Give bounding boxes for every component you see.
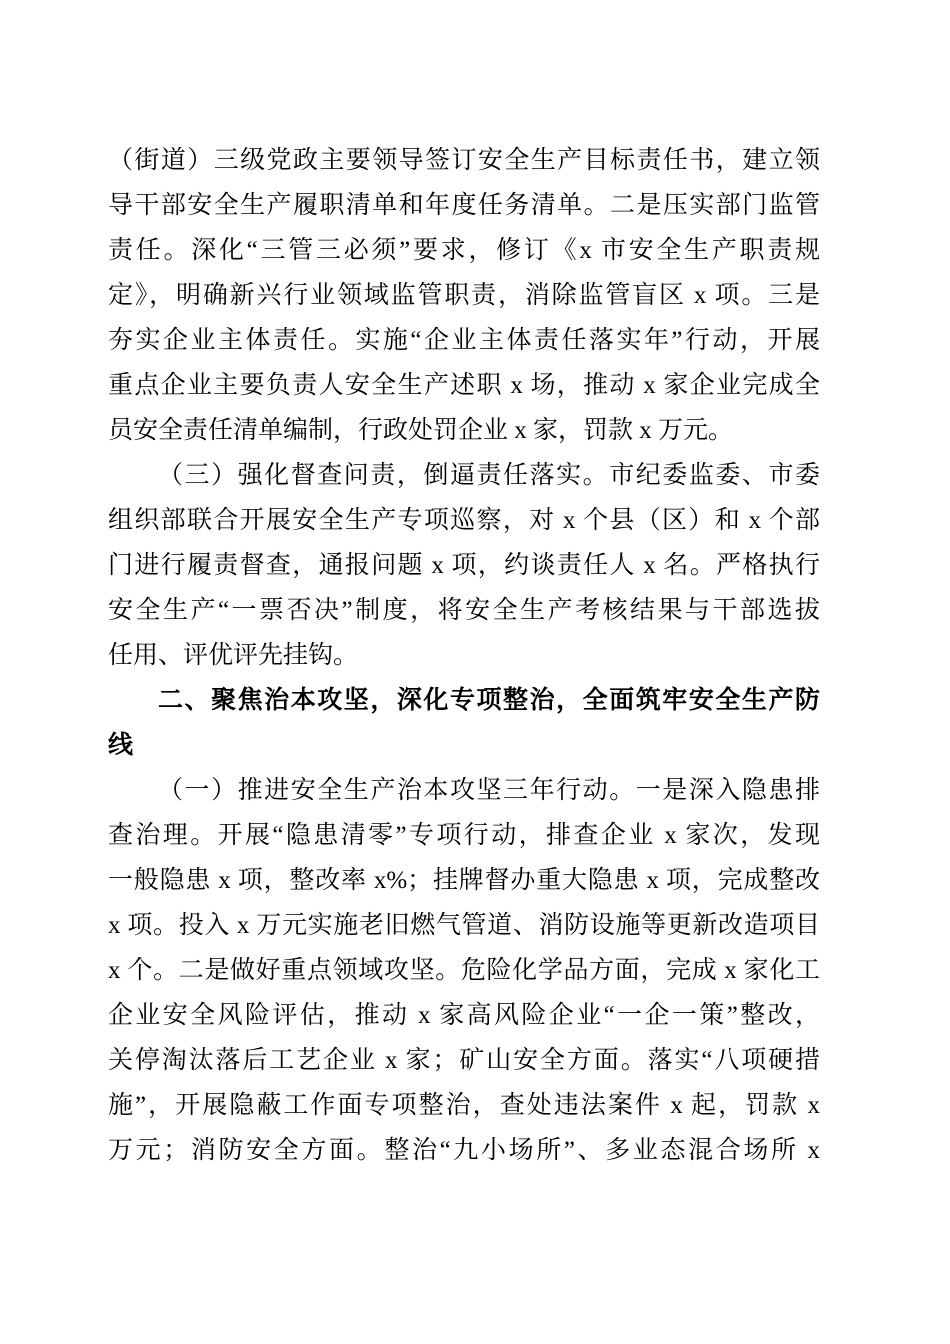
paragraph-continuation-responsibility bbox=[108, 138, 820, 453]
heading-part-two bbox=[108, 678, 820, 768]
text-line: 万元；消防安全方面。整治“九小场所”、多业态混合场所 x bbox=[108, 1137, 820, 1164]
text-line: 安全生产“一票否决”制度，将安全生产考核结果与干部选拔 bbox=[108, 597, 820, 624]
text-line: 责任。深化“三管三必须”要求，修订《x 市安全生产职责规 bbox=[108, 237, 820, 264]
text-line: 门进行履责督查，通报问题 x 项，约谈责任人 x 名。严格执行 bbox=[108, 552, 820, 579]
text-line: （街道）三级党政主要领导签订安全生产目标责任书，建立领 bbox=[108, 147, 820, 174]
text-line: 重点企业主要负责人安全生产述职 x 场，推动 x 家企业完成全 bbox=[108, 372, 820, 399]
document-body bbox=[108, 138, 820, 1173]
text-line: 导干部安全生产履职清单和年度任务清单。二是压实部门监管 bbox=[108, 192, 820, 219]
text-line: 关停淘汰落后工艺企业 x 家；矿山安全方面。落实“八项硬措 bbox=[108, 1047, 820, 1074]
text-line: 一般隐患 x 项，整改率 x%；挂牌督办重大隐患 x 项，完成整改 bbox=[108, 867, 820, 894]
text-line: 施”，开展隐蔽工作面专项整治，查处违法案件 x 起，罚款 x bbox=[108, 1092, 820, 1119]
text-line: 查治理。开展“隐患清零”专项行动，排查企业 x 家次，发现 bbox=[108, 822, 820, 849]
text-line: 员安全责任清单编制，行政处罚企业 x 家，罚款 x 万元。 bbox=[108, 417, 734, 444]
paragraph-section-three-supervision bbox=[108, 453, 820, 678]
text-line: 线 bbox=[108, 731, 134, 759]
text-line: 定》，明确新兴行业领域监管职责，消除监管盲区 x 项。三是 bbox=[108, 282, 820, 309]
text-line: 企业安全风险评估，推动 x 家高风险企业“一企一策”整改， bbox=[108, 1002, 820, 1029]
text-line: 任用、评优评先挂钩。 bbox=[108, 642, 359, 669]
text-line: （一）推进安全生产治本攻坚三年行动。一是深入隐患排 bbox=[158, 777, 820, 804]
text-line: x 项。投入 x 万元实施老旧燃气管道、消防设施等更新改造项目 bbox=[108, 912, 820, 939]
text-line: （三）强化督查问责，倒逼责任落实。市纪委监委、市委 bbox=[158, 462, 820, 489]
text-line: 二、聚焦治本攻坚，深化专项整治，全面筑牢安全生产防 bbox=[158, 686, 820, 714]
text-line: 夯实企业主体责任。实施“企业主体责任落实年”行动，开展 bbox=[108, 327, 820, 354]
text-line: 组织部联合开展安全生产专项巡察，对 x 个县（区）和 x 个部 bbox=[108, 507, 820, 534]
text-line: x 个。二是做好重点领域攻坚。危险化学品方面，完成 x 家化工 bbox=[108, 957, 820, 984]
paragraph-section-one-three-year-action bbox=[108, 768, 820, 1173]
